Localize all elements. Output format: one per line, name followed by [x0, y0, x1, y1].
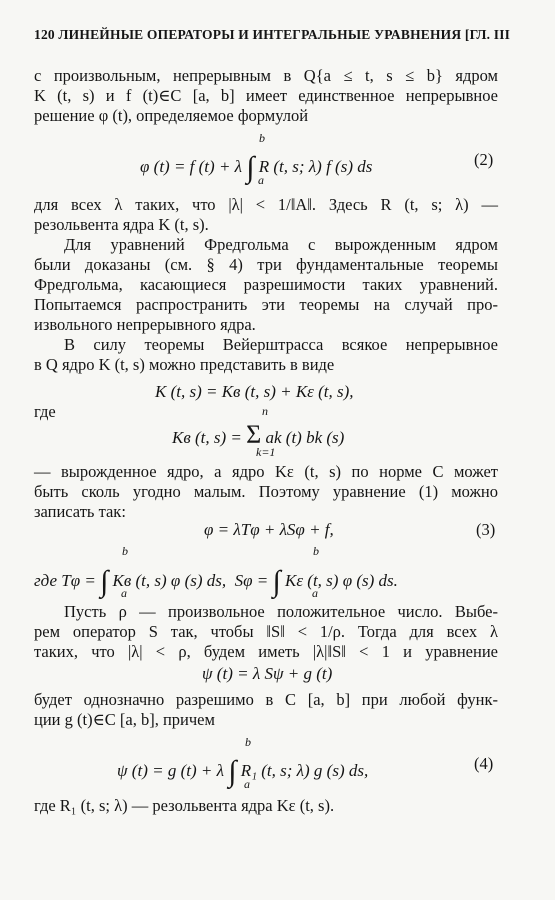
degenerate-right: ak (t) bk (s)	[265, 428, 345, 447]
text-line: будет однозначно разрешимо в C [a, b] при любой функ-	[34, 690, 498, 709]
integral-sign: ∫	[100, 565, 109, 598]
formula-2	[140, 146, 373, 184]
text-line: Пусть ρ — произвольное положительное число. Выбе-	[64, 602, 498, 621]
integral-lower-limit: a	[244, 777, 250, 791]
formula-2-right: R (t, s; λ) f (s) ds	[258, 157, 373, 176]
text-line: в Q ядро K (t, s) можно представить в виде	[34, 355, 335, 374]
text-line: ции g (t)∈C [a, b], причем	[34, 710, 215, 729]
integral-upper-limit: b	[122, 544, 128, 558]
text-line: извольного непрерывного ядра.	[34, 315, 256, 334]
running-head: 120 ЛИНЕЙНЫЕ ОПЕРАТОРЫ И ИНТЕГРАЛЬНЫЕ УРАВНЕНИЯ [ГЛ. III	[34, 27, 511, 42]
operator-definitions	[34, 560, 398, 598]
text-line: Попытаемся распространить эти теоремы на случай про-	[34, 295, 498, 314]
formula-2-left: φ (t) = f (t) + λ	[140, 157, 243, 176]
integral-sign: ∫	[246, 151, 255, 184]
sum-lower-limit: k=1	[256, 445, 276, 459]
formula-4-right: R₁ (t, s; λ) g (s) ds,	[240, 761, 369, 780]
text-line: где	[34, 402, 56, 421]
text-line: рем оператор S так, чтобы ‖S‖ < 1/ρ. Тогда для всех λ	[34, 622, 498, 641]
integral-lower-limit: a	[121, 586, 127, 600]
integral-sign: ∫	[272, 565, 281, 598]
text-line: — вырожденное ядро, а ядро Kε (t, s) по норме C может	[34, 462, 498, 481]
text-line: были доказаны (см. § 4) три фундаментальные теоремы	[34, 255, 498, 274]
text-line: записать так:	[34, 502, 126, 521]
text-line: с произвольным, непрерывным в Q{a ≤ t, s ≤ b} ядром	[34, 66, 498, 85]
equation-number: (3)	[476, 520, 496, 539]
integral-sign: ∫	[228, 755, 237, 788]
text-line: Фредгольма, касающиеся разрешимости таких уравнений.	[34, 275, 498, 294]
integral-upper-limit: b	[259, 131, 265, 145]
text-line: В силу теоремы Вейерштрасса всякое непрерывное	[64, 335, 498, 354]
equation-3-text: φ = λTφ + λSφ + f,	[204, 520, 334, 539]
equation-number: (4)	[474, 754, 494, 773]
integral-upper-limit: b	[245, 735, 251, 749]
integral-upper-limit: b	[313, 544, 319, 558]
text-line: Для уравнений Фредгольма с вырожденным ядром	[64, 235, 498, 254]
kernel-split-text: K (t, s) = Kв (t, s) + Kε (t, s),	[155, 382, 354, 401]
text-line: быть сколь угодно малым. Поэтому уравнение (1) можно	[34, 482, 498, 501]
psi-equation-text: ψ (t) = λ Sψ + g (t)	[202, 664, 333, 683]
psi-equation	[202, 664, 332, 684]
sum-upper-limit: n	[262, 404, 268, 418]
equation-3	[204, 520, 334, 540]
text-line: где R₁ (t, s; λ) — резольвента ядра Kε (t, s).	[34, 796, 335, 815]
s-def-prefix: Sφ =	[234, 571, 269, 590]
formula-4	[117, 750, 369, 788]
equation-number: (2)	[474, 150, 494, 169]
integral-lower-limit: a	[258, 173, 264, 187]
text-line: резольвента ядра K (t, s).	[34, 215, 209, 234]
text-line: решение φ (t), определяемое формулой	[34, 106, 309, 125]
text-line: для всех λ таких, что |λ| < 1/‖A‖. Здесь R (t, s; λ) —	[34, 195, 498, 214]
formula-4-left: ψ (t) = g (t) + λ	[117, 761, 224, 780]
text-line: таких, что |λ| < ρ, будем иметь |λ|‖S‖ < 1 и уравнение	[34, 642, 498, 661]
sum-sign: Σ	[246, 420, 262, 449]
kernel-split-formula	[155, 382, 354, 402]
t-def-prefix: где Tφ =	[34, 571, 96, 590]
text-line: K (t, s) и f (t)∈C [a, b] имеет единственное непрерывное	[34, 86, 498, 105]
integral-lower-limit: a	[312, 586, 318, 600]
s-def-body: Kε (t, s) φ (s) ds.	[285, 571, 398, 590]
t-def-body: Kв (t, s) φ (s) ds,	[112, 571, 227, 590]
degenerate-left: Kв (t, s) =	[172, 428, 242, 447]
